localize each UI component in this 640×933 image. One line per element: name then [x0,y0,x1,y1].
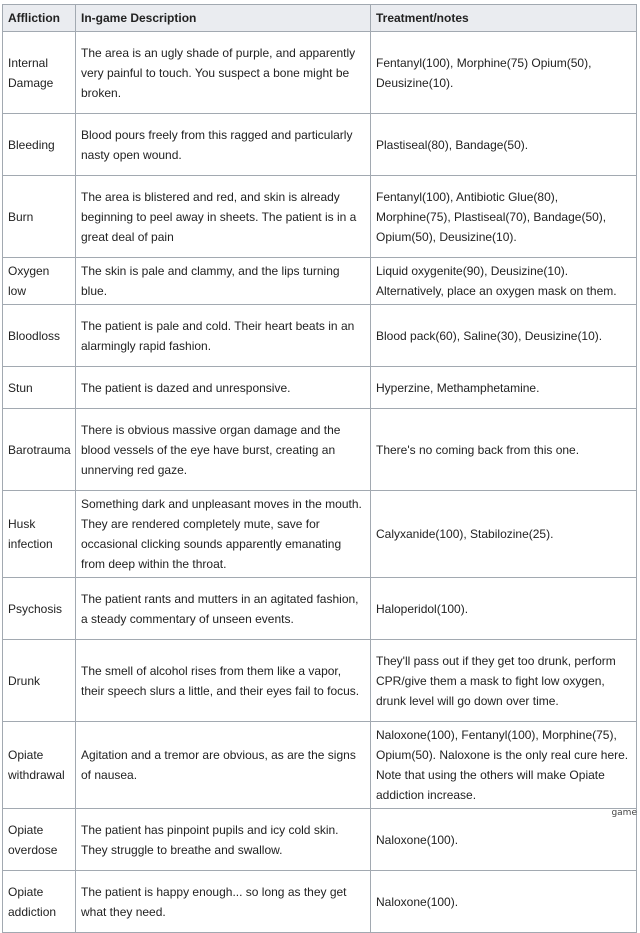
description-cell: The area is blistered and red, and skin is already beginning to peel away in sheets. The patient is in a great deal of pain [76,176,371,258]
affliction-cell: Opiate addiction [3,871,76,933]
description-cell: Agitation and a tremor are obvious, as are the signs of nausea. [76,722,371,809]
description-cell: The skin is pale and clammy, and the lips turning blue. [76,258,371,305]
header-affliction: Affliction [3,5,76,32]
treatment-cell: Blood pack(60), Saline(30), Deusizine(10). [371,305,637,367]
treatment-cell: Liquid oxygenite(90), Deusizine(10). Alternatively, place an oxygen mask on them. [371,258,637,305]
description-cell: The patient is happy enough... so long as they get what they need. [76,871,371,933]
table-row [3,258,637,305]
table-row [3,176,637,258]
affliction-cell: Bleeding [3,114,76,176]
treatment-cell: Hyperzine, Methamphetamine. [371,367,637,409]
treatment-cell: Fentanyl(100), Antibiotic Glue(80), Morphine(75), Plastiseal(70), Bandage(50), Opium(50), Deusizine(10). [371,176,637,258]
affliction-cell: Bloodloss [3,305,76,367]
table-row [3,871,637,933]
affliction-cell: Drunk [3,640,76,722]
description-cell: The patient has pinpoint pupils and icy cold skin. They struggle to breathe and swallow. [76,809,371,871]
treatment-cell: They'll pass out if they get too drunk, perform CPR/give them a mask to fight low oxygen, drunk level will go down over time. [371,640,637,722]
corner-label: game [611,808,637,818]
header-description: In-game Description [76,5,371,32]
affliction-cell: Stun [3,367,76,409]
description-cell: Blood pours freely from this ragged and particularly nasty open wound. [76,114,371,176]
description-cell: The smell of alcohol rises from them like a vapor, their speech slurs a little, and their eyes fail to focus. [76,640,371,722]
header-treatment: Treatment/notes [371,5,637,32]
table-row [3,722,637,809]
treatment-cell: Haloperidol(100). [371,578,637,640]
affliction-cell: Opiate overdose [3,809,76,871]
affliction-cell: Opiate withdrawal [3,722,76,809]
table-row [3,305,637,367]
treatment-cell: Naloxone(100), Fentanyl(100), Morphine(75), Opium(50). Naloxone is the only real cure here. Note that using the others will make Opiate addiction increase. [371,722,637,809]
description-cell: The area is an ugly shade of purple, and apparently very painful to touch. You suspect a bone might be broken. [76,32,371,114]
description-cell: Something dark and unpleasant moves in the mouth. They are rendered completely mute, save for occasional clicking sounds apparently emanating from deep within the throat. [76,491,371,578]
description-cell: The patient is dazed and unresponsive. [76,367,371,409]
table-row [3,367,637,409]
table-row [3,578,637,640]
affliction-cell: Internal Damage [3,32,76,114]
treatment-cell: Fentanyl(100), Morphine(75) Opium(50), Deusizine(10). [371,32,637,114]
treatment-cell: Naloxone(100). [371,809,637,871]
affliction-cell: Burn [3,176,76,258]
header-row [3,5,637,32]
affliction-cell: Psychosis [3,578,76,640]
afflictions-table [2,4,637,933]
treatment-cell: Naloxone(100). [371,871,637,933]
treatment-cell: Plastiseal(80), Bandage(50). [371,114,637,176]
treatment-cell: There's no coming back from this one. [371,409,637,491]
table-row [3,640,637,722]
table-row [3,114,637,176]
table-row [3,409,637,491]
description-cell: The patient rants and mutters in an agitated fashion, a steady commentary of unseen events. [76,578,371,640]
description-cell: The patient is pale and cold. Their heart beats in an alarmingly rapid fashion. [76,305,371,367]
affliction-cell: Husk infection [3,491,76,578]
description-cell: There is obvious massive organ damage and the blood vessels of the eye have burst, creating an unnerving red gaze. [76,409,371,491]
affliction-cell: Oxygen low [3,258,76,305]
table-row [3,491,637,578]
treatment-cell: Calyxanide(100), Stabilozine(25). [371,491,637,578]
table-row [3,32,637,114]
affliction-cell: Barotrauma [3,409,76,491]
